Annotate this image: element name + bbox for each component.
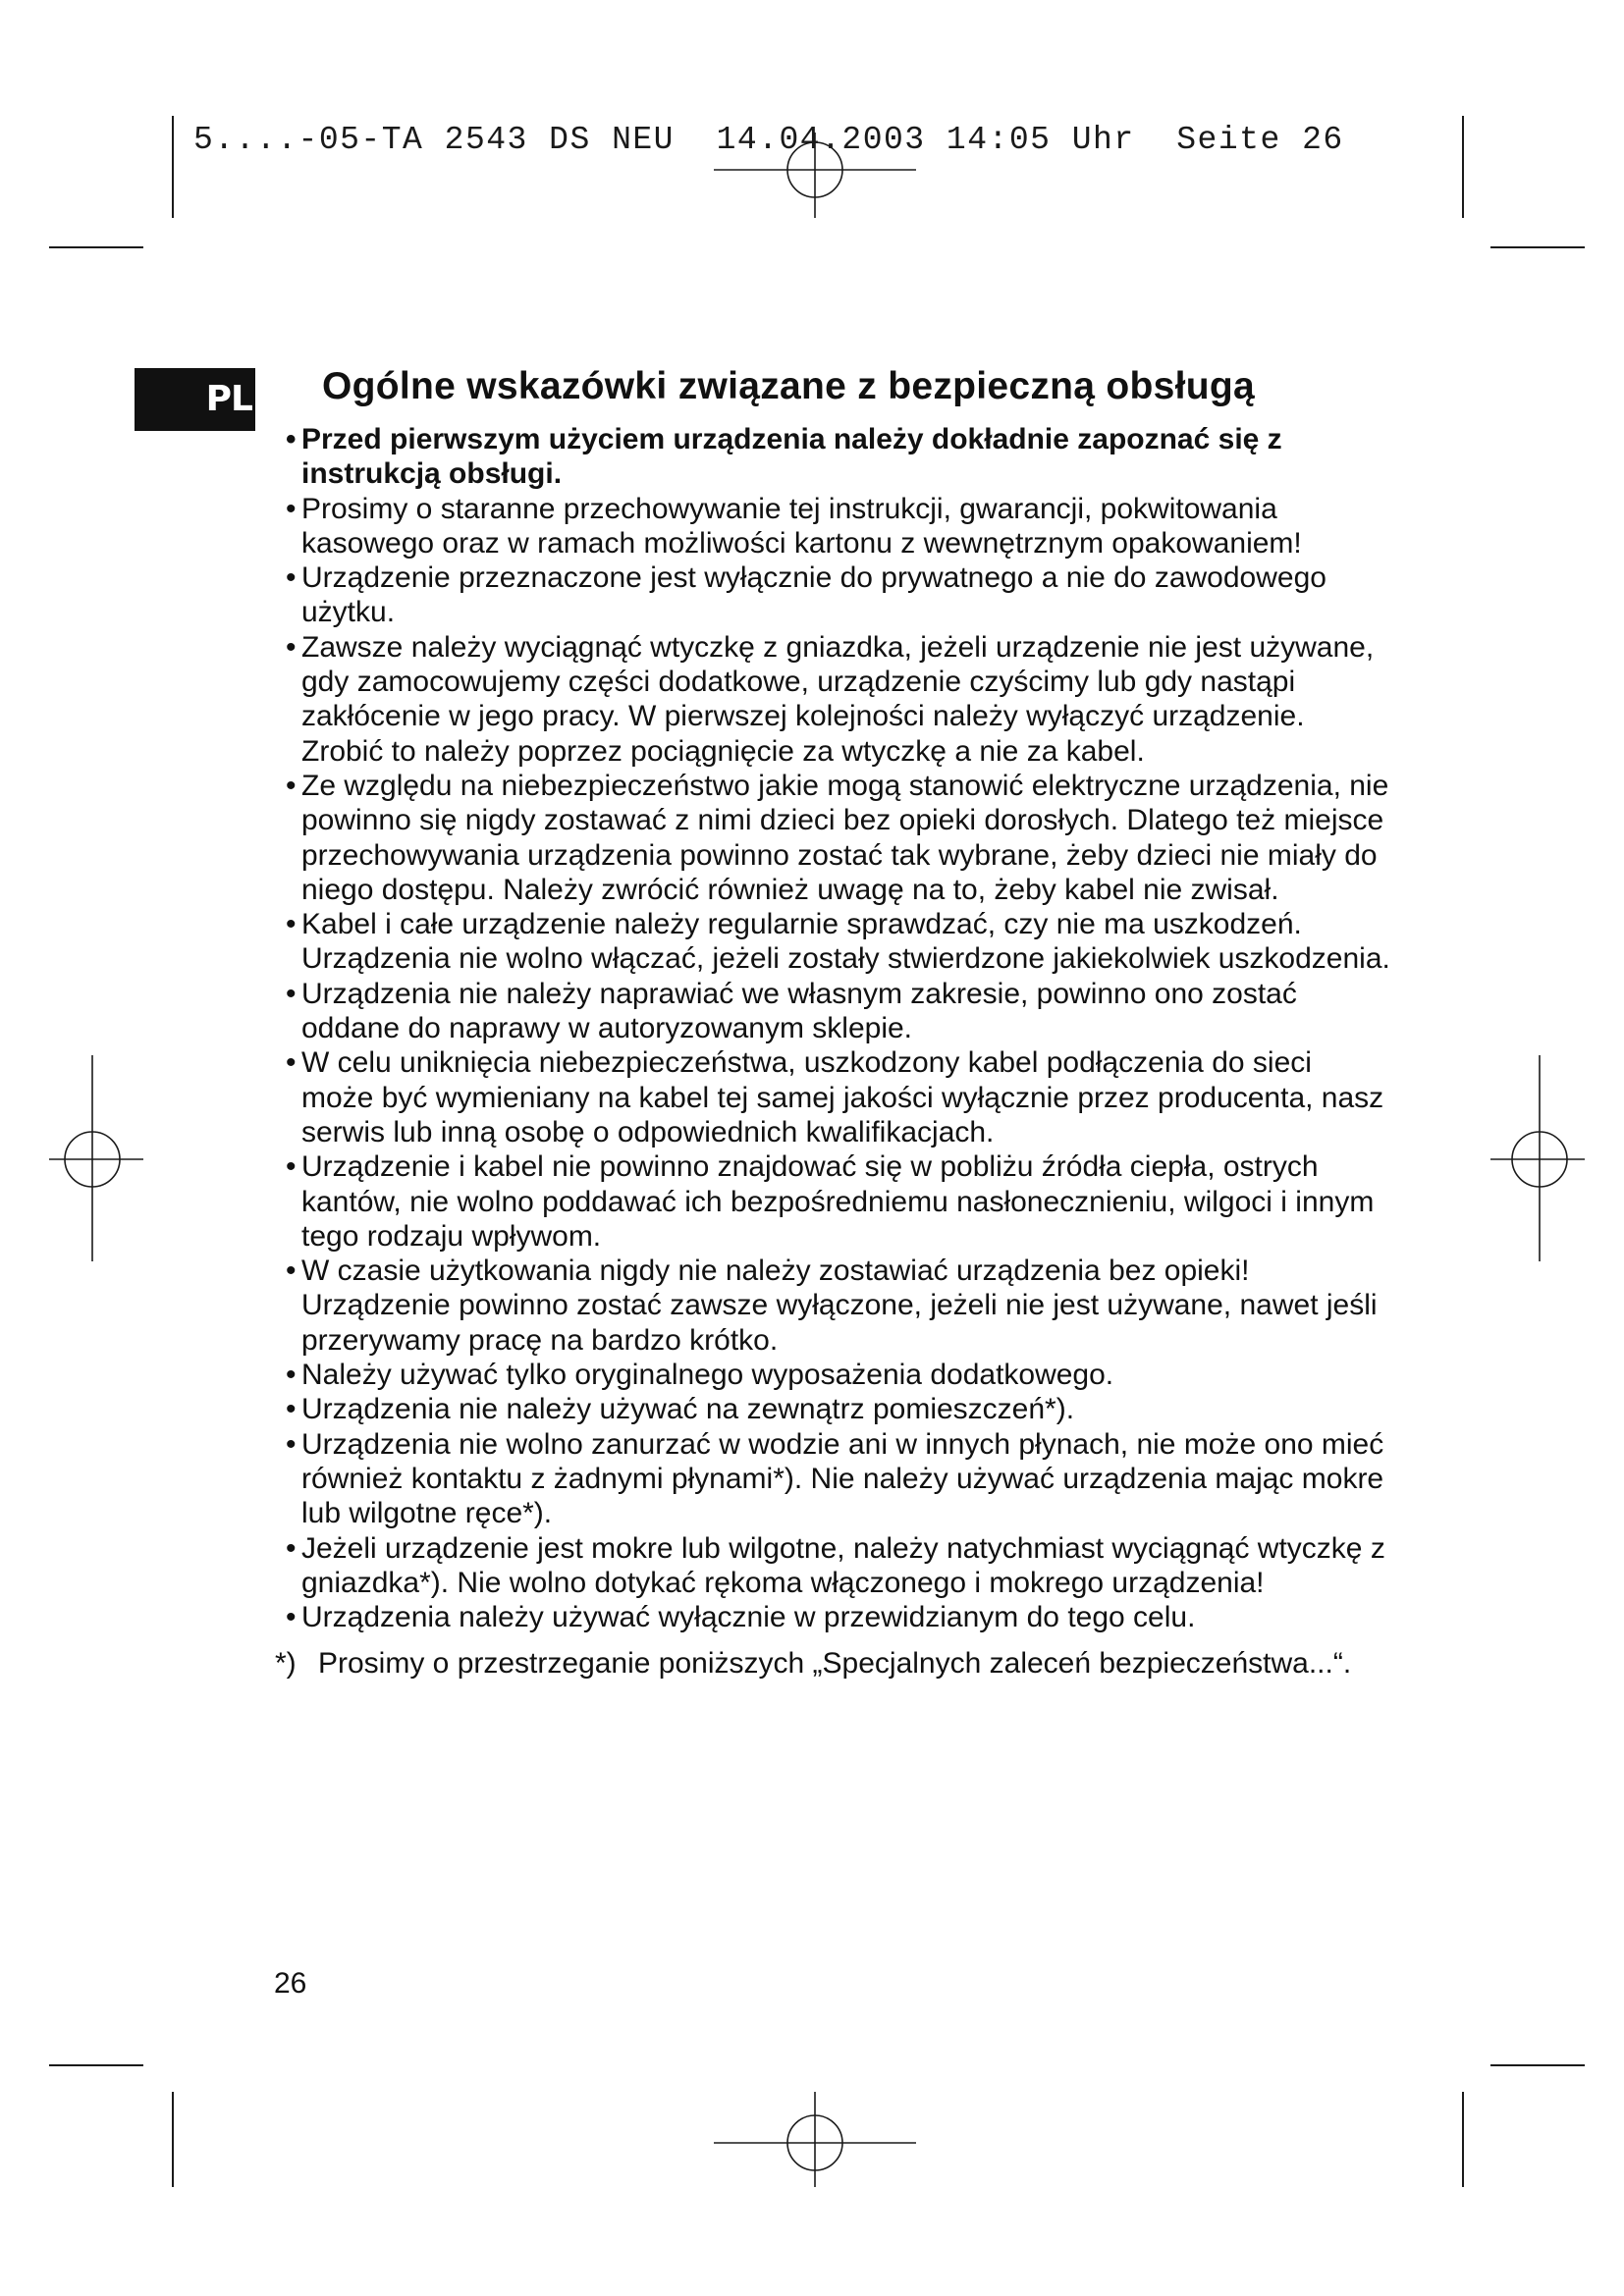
page-title: Ogólne wskazówki związane z bezpieczną obsługą xyxy=(322,365,1256,407)
registration-mark-right xyxy=(1490,1055,1585,1261)
safety-rule-item: • Ze względu na niebezpieczeństwo jakie mogą stanowić elektryczne urządzenia, nie powinno się nigdy zostawać z nimi dzieci bez opieki dorosłych. Dlatego też miejsce przechowywania urządzenia powinno zostać tak wybrane, żeby dzieci nie miały do niego dostępu. Należy zwrócić również uwagę na to, żeby kabel nie zwisał. xyxy=(271,769,1390,907)
safety-rule-item: • Urządzenia nie należy naprawiać we własnym zakresie, powinno ono zostać oddane do naprawy w autoryzowanym sklepie. xyxy=(271,977,1390,1046)
safety-rule-item: • Zawsze należy wyciągnąć wtyczkę z gniazdka, jeżeli urządzenie nie jest używane, gdy zamocowujemy części dodatkowe, urządzenie czyścimy lub gdy nastąpi zakłócenie w jego pracy. W pierwszej kolejności należy wyłączyć urządzenie. Zrobić to należy poprzez pociągnięcie za wtyczkę a nie za kabel. xyxy=(271,630,1390,769)
safety-rule-item: • Urządzenie i kabel nie powinno znajdować się w pobliżu źródła ciepła, ostrych kantów, nie wolno poddawać ich bezpośredniemu nasłonecznieniu, wilgoci i innym tego rodzaju wpływom. xyxy=(271,1149,1390,1254)
page-number: 26 xyxy=(274,1967,307,2000)
safety-rule-item: • Jeżeli urządzenie jest mokre lub wilgotne, należy natychmiast wyciągnąć wtyczkę z gniazdka*). Nie wolno dotykać rękoma włączonego i mokrego urządzenia! xyxy=(271,1531,1390,1601)
safety-rule-item: • Urządzenie przeznaczone jest wyłącznie do prywatnego a nie do zawodowego użytku. xyxy=(271,561,1390,630)
safety-rule-item: • Prosimy o staranne przechowywanie tej instrukcji, gwarancji, pokwitowania kasowego oraz w ramach możliwości kartonu z wewnętrznym opakowaniem! xyxy=(271,492,1390,561)
language-tab: PL xyxy=(135,368,255,431)
print-slug-header: 5....-05-TA 2543 DS NEU 14.04.2003 14:05 Uhr Seite 26 xyxy=(193,122,1344,158)
safety-rule-item: • Przed pierwszym użyciem urządzenia należy dokładnie zapoznać się z instrukcją obsługi. xyxy=(271,422,1390,492)
safety-instructions xyxy=(271,422,1390,1682)
footnote xyxy=(271,1646,1390,1681)
safety-rule-item: • Kabel i całe urządzenie należy regularnie sprawdzać, czy nie ma uszkodzeń. Urządzenia nie wolno włączać, jeżeli zostały stwierdzone jakiekolwiek uszkodzenia. xyxy=(271,907,1390,977)
safety-rule-item: • Urządzenia nie wolno zanurzać w wodzie ani w innych płynach, nie może ono mieć również kontaktu z żadnymi płynami*). Nie należy używać urządzenia mając mokre lub wilgotne ręce*). xyxy=(271,1427,1390,1531)
safety-rules-list xyxy=(271,422,1390,1634)
safety-rule-item: • Należy używać tylko oryginalnego wyposażenia dodatkowego. xyxy=(271,1358,1390,1392)
safety-rule-item: • Urządzenia nie należy używać na zewnątrz pomieszczeń*). xyxy=(271,1392,1390,1426)
safety-rule-item: • W czasie użytkowania nigdy nie należy zostawiać urządzenia bez opieki! Urządzenie powinno zostać zawsze wyłączone, jeżeli nie jest używane, nawet jeśli przerywamy pracę na bardzo krótko. xyxy=(271,1254,1390,1358)
footnote-text: Prosimy o przestrzeganie poniższych „Specjalnych zaleceń bezpieczeństwa...“. xyxy=(318,1647,1352,1681)
safety-rule-item: • W celu uniknięcia niebezpieczeństwa, uszkodzony kabel podłączenia do sieci może być wymieniany na kabel tej samej jakości wyłącznie przez producenta, nasz serwis lub inną osobę o odpowiednich kwalifikacjach. xyxy=(271,1045,1390,1149)
safety-rule-item: • Urządzenia należy używać wyłącznie w przewidzianym do tego celu. xyxy=(271,1600,1390,1634)
footnote-marker: *) xyxy=(275,1647,297,1681)
registration-mark-left xyxy=(49,1055,143,1261)
registration-mark-bottom xyxy=(714,2092,916,2187)
